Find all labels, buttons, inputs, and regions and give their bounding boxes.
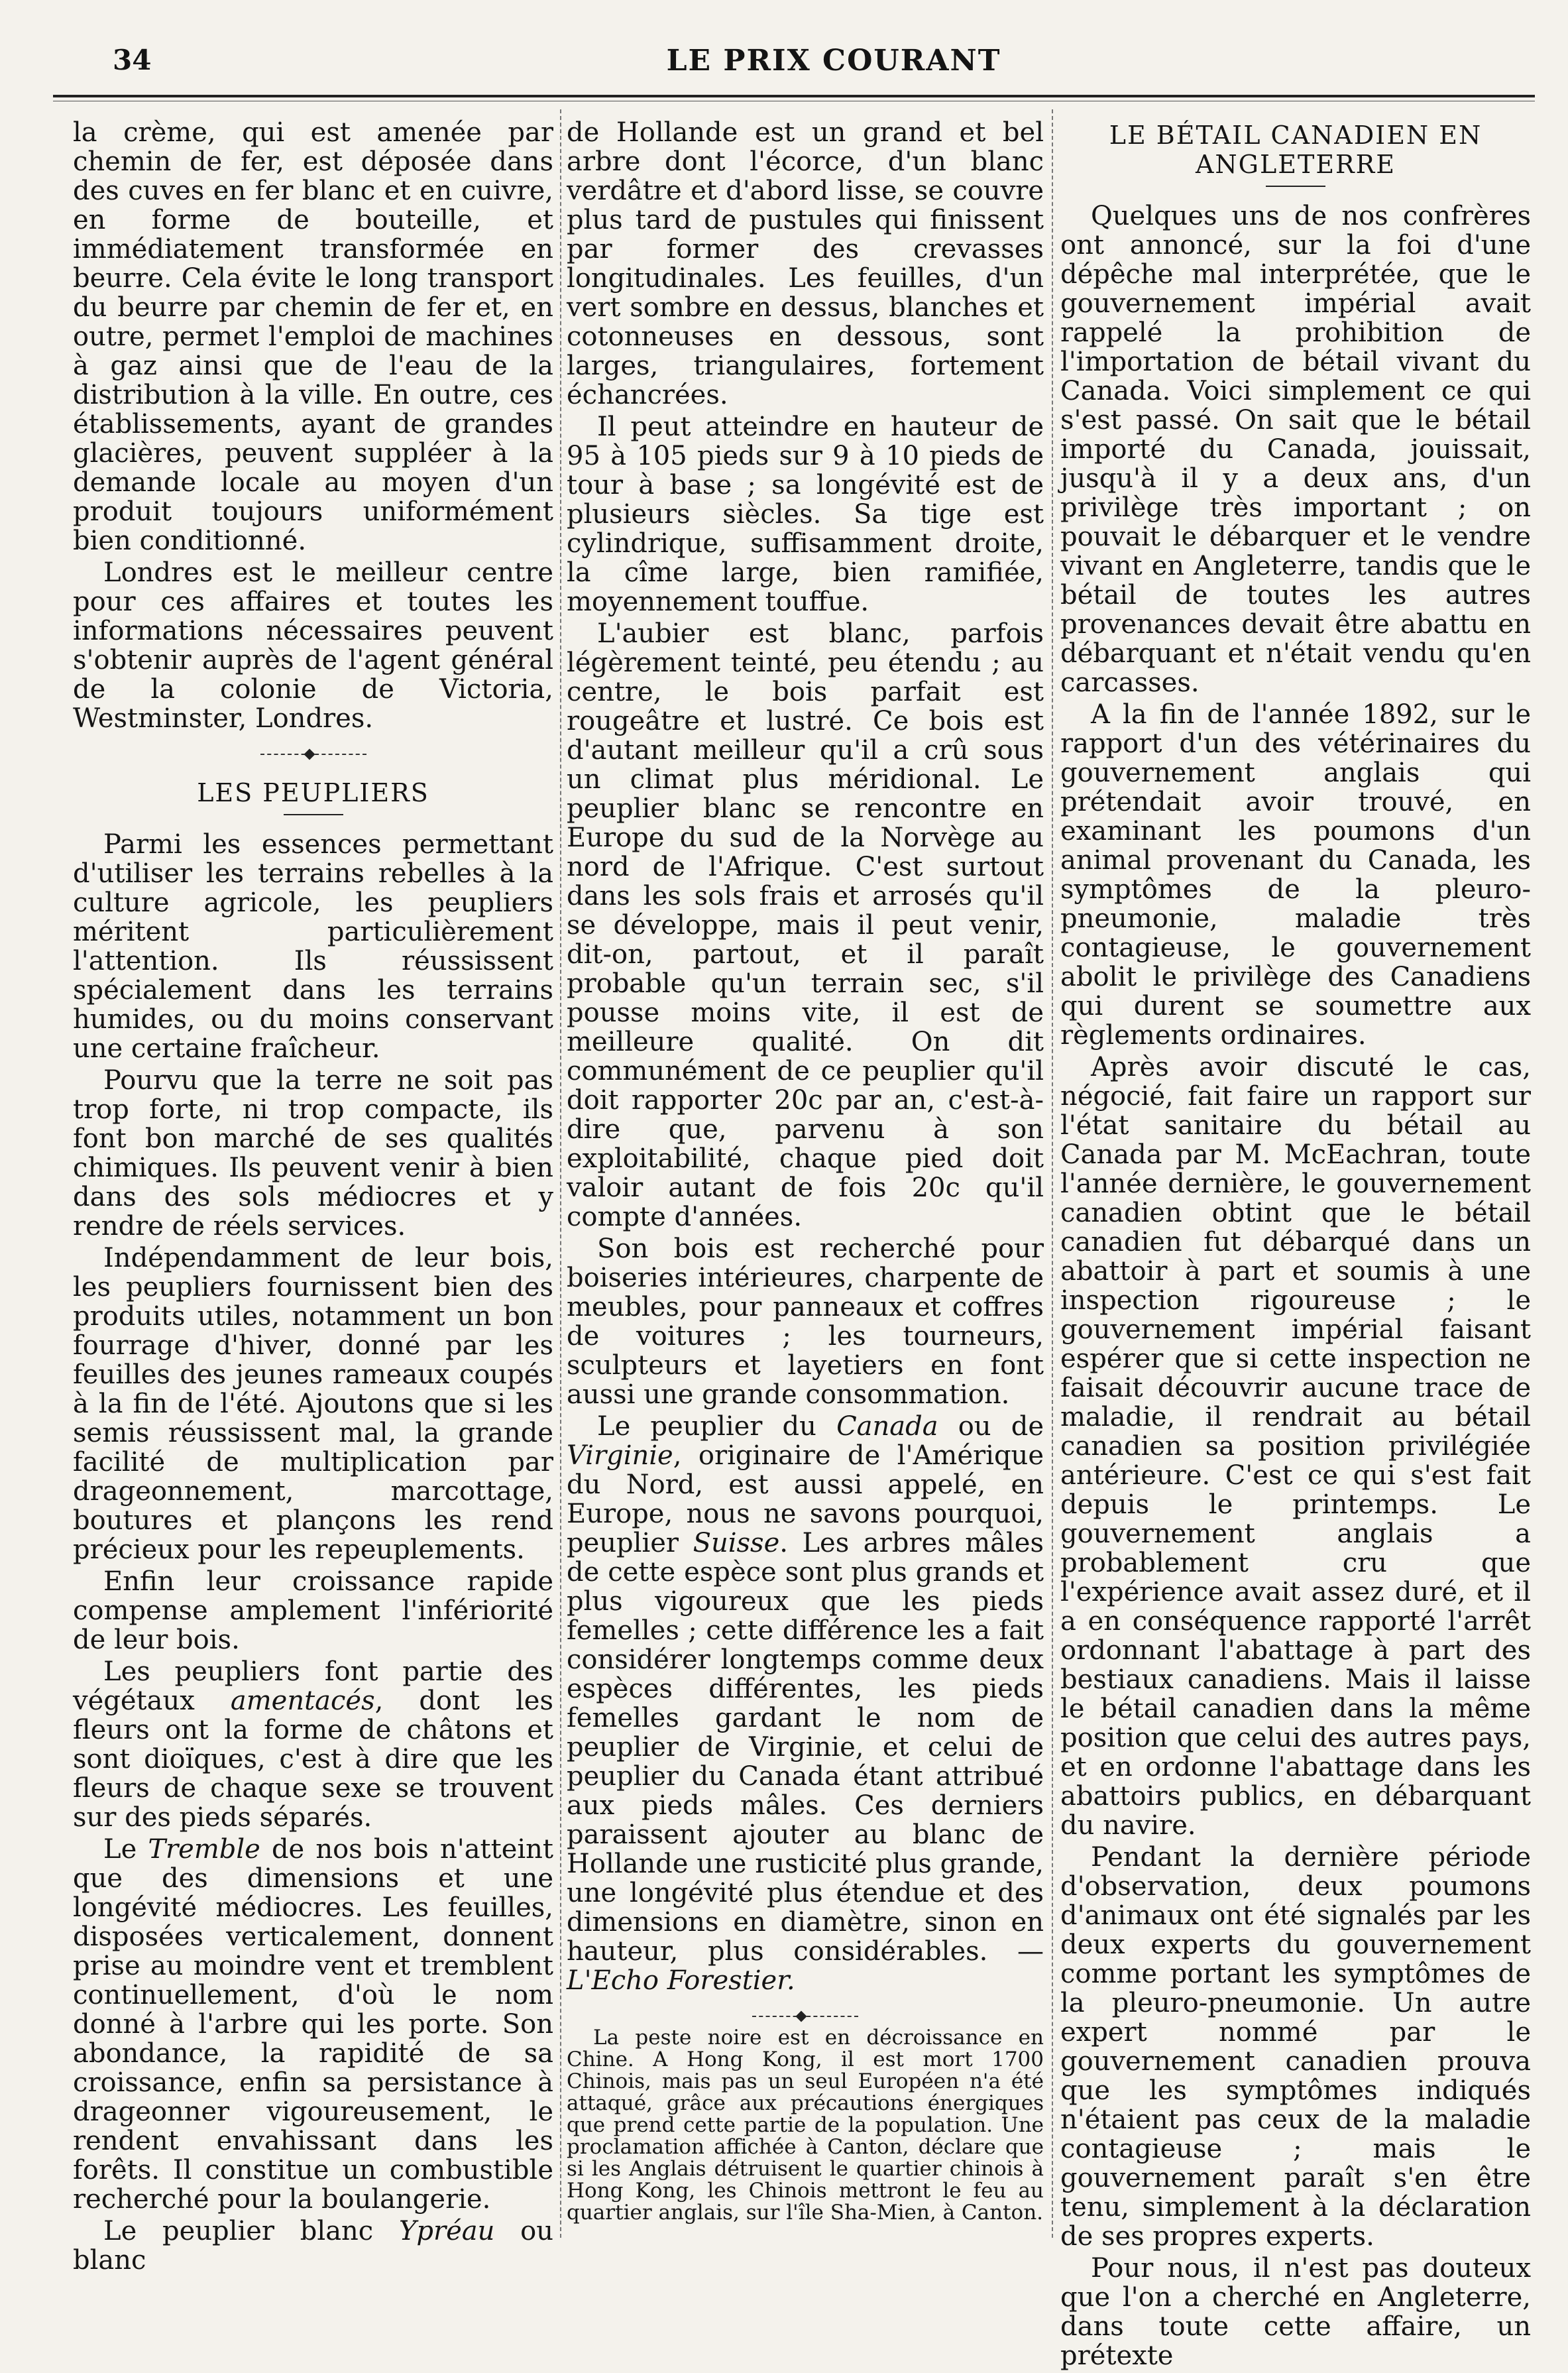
paragraph: La peste noire est en décroissance en Chine. A Hong Kong, il est mort 1700 Chinois, mais pas un seul Européen n'a été attaqué, grâce aux précautions énergiques que prend cette partie de la population. Une proclamation affichée à Canton, déclare que si les Anglais détruisent le quartier chinois à Hong Kong, les Chinois mettront le feu au quartier anglais, sur l'île Sha-Mien, à Canton.: [567, 2026, 1044, 2225]
paragraph: Il peut atteindre en hauteur de 95 à 105 pieds sur 9 à 10 pieds de tour à base ; sa longévité est de plusieurs siècles. Sa tige est cylindrique, suffisamment droite, la cîme large, bien ramifiée, moyennement touffue.: [567, 412, 1044, 617]
paragraph: Londres est le meilleur centre pour ces affaires et toutes les informations nécessaires peuvent s'obtenir auprès de l'agent général de la colonie de Victoria, Westminster, Londres.: [73, 557, 553, 734]
paragraph: Le Tremble de nos bois n'atteint que des dimensions et une longévité médiocres. Les feuilles, disposées verticalement, donnent prise au moindre vent et tremblent continuellement, d'où le nom donné à l'arbre qui les porte. Son abondance, la rapidité de sa croissance, enfin sa persistance à drageonner vigoureusement, le rendent envahissant dans les forêts. Il constitue un combustible recherché pour la boulangerie.: [73, 1834, 554, 2215]
section-title: LE BÉTAIL CANADIEN EN ANGLETERRE: [1109, 121, 1483, 179]
paragraph: Après avoir discuté le cas, négocié, fait faire un rapport sur l'état sanitaire du bétail au Canada par M. McEachran, toute l'année dernière, le gouvernement canadien obtint que le bétail canadien fut débarqué dans un abattoir à part et soumis à une inspection rigoureuse ; le gouvernement impérial faisant espérer que si cette inspection ne faisait découvrir aucune trace de maladie, il rendrait au bétail canadien sa position privilégiée antérieure. C'est ce qui s'est fait depuis le printemps. Le gouvernement anglais a probablement cru que l'expérience avait assez duré, et il a en conséquence rapporté l'arrêt ordonnant l'abattage à part des bestiaux canadiens. Mais il laisse le bétail canadien dans la même position que celui des autres pays, et en ordonne l'abattage dans les abattoirs publics, en débarquant du navire.: [1060, 1052, 1531, 1841]
paragraph: Pour nous, il n'est pas douteux que l'on a cherché en Angleterre, dans toute cette affaire, un prétexte: [1060, 2253, 1531, 2371]
column-3: [1060, 118, 1531, 2373]
paragraph: Les peupliers font partie des végétaux amentacés, dont les fleurs ont la forme de châtons et sont dioïques, c'est à dire que les fleurs de chaque sexe se trouvent sur des pieds séparés.: [73, 1656, 553, 1833]
ornament-divider: [260, 750, 366, 758]
title-rule: [284, 814, 343, 815]
column-1: [73, 118, 553, 2278]
paragraph: L'aubier est blanc, parfois légèrement teinté, peu étendu ; au centre, le bois parfait est rougeâtre et lustré. Ce bois est d'autant meilleur qu'il a crû sous un climat plus méridional. Le peuplier blanc se rencontre en Europe du sud de la Norvège au nord de l'Afrique. C'est surtout dans les sols frais et arrosés qu'il se développe, mais il peut venir, dit-on, partout, et il paraît probable qu'un terrain sec, s'il pousse moins vite, il est de meilleure qualité. On dit communément de ce peuplier qu'il doit rapporter 20c par an, c'est-à-dire que, parvenu à son exploitabilité, chaque pied doit valoir autant de fois 20c qu'il compte d'années.: [567, 618, 1044, 1232]
section-title: LES PEUPLIERS: [197, 778, 429, 807]
paragraph: Pourvu que la terre ne soit pas trop forte, ni trop compacte, ils font bon marché de ses qualités chimiques. Ils peuvent venir à bien dans des sols médiocres et y rendre de réels services.: [73, 1065, 553, 1242]
paragraph: Enfin leur croissance rapide compense amplement l'infériorité de leur bois.: [73, 1566, 553, 1655]
header-rule: [53, 95, 1535, 97]
paragraph: Parmi les essences permettant d'utiliser les terrains rebelles à la culture agricole, les peupliers méritent particulièrement l'attention. Ils réussissent spécialement dans les terrains humides, ou du moins conservant une certaine fraîcheur.: [73, 829, 553, 1064]
page-number: 34: [113, 44, 152, 76]
paragraph: Le peuplier blanc Ypréau ou blanc: [73, 2216, 553, 2276]
paragraph: Indépendamment de leur bois, les peupliers fournissent bien des produits utiles, notamment un bon fourrage d'hiver, donné par les feuilles des jeunes rameaux coupés à la fin de l'été. Ajoutons que si les semis réussissent mal, la grande facilité de multiplication par drageonnement, marcottage, boutures et plançons les rend précieux pour les repeuplements.: [73, 1243, 553, 1565]
paragraph: Son bois est recherché pour boiseries intérieures, charpente de meubles, pour panneaux et coffres de voitures ; les tourneurs, sculpteurs et layetiers en font aussi une grande consommation.: [567, 1234, 1044, 1410]
running-title: LE PRIX COURANT: [666, 44, 1001, 78]
paragraph: Quelques uns de nos confrères ont annoncé, sur la foi d'une dépêche mal interprétée, que le gouvernement impérial avait rappelé la prohibition de l'importation de bétail vivant du Canada. Voici simplement ce qui s'est passé. On sait que le bétail importé du Canada, jouissait, jusqu'à il y a deux ans, d'un privilège très important ; on pouvait le débarquer et le vendre vivant en Angleterre, tandis que le bétail de toutes les autres provenances devait être abattu en débarquant et n'était vendu qu'en carcasses.: [1060, 201, 1531, 698]
column-divider: [560, 109, 561, 2238]
news-brief: [567, 2027, 1044, 2224]
paragraph: la crème, qui est amenée par chemin de fer, est déposée dans des cuves en fer blanc et en cuivre, en forme de bouteille, et immédiatement transformée en beurre. Cela évite le long transport du beurre par chemin de fer et, en outre, permet l'emploi de machines à gaz ainsi que de l'eau de la distribution à la ville. En outre, ces établissements, ayant de grandes glacières, peuvent suppléer à la demande locale au moyen d'un produit toujours uniformément bien conditionné.: [73, 117, 553, 556]
column-divider: [1052, 109, 1053, 2238]
paragraph: de Hollande est un grand et bel arbre dont l'écorce, d'un blanc verdâtre et d'abord lisse, se couvre plus tard de pustules qui finissent par former des crevasses longitudinales. Les feuilles, d'un vert sombre en dessus, blanches et cotonneuses en dessous, sont larges, triangulaires, fortement échancrées.: [567, 117, 1044, 410]
ornament-divider: [752, 2012, 858, 2020]
title-rule: [1266, 186, 1325, 187]
paragraph: Le peuplier du Canada ou de Virginie, originaire de l'Amérique du Nord, est aussi appelé, en Europe, nous ne savons pourquoi, peuplier Suisse. Les arbres mâles de cette espèce sont plus grands et plus vigoureux que les pieds femelles ; cette différence les a fait considérer longtemps comme deux espèces différentes, les pieds femelles gardant le nom de peuplier de Virginie, et celui de peuplier du Canada étant attribué aux pieds mâles. Ces derniers paraissent ajouter au blanc de Hollande une rusticité plus grande, une longévité plus étendue et des dimensions en diamètre, sinon en hauteur, plus considérables. — L'Echo Forestier.: [567, 1411, 1044, 1996]
paragraph: A la fin de l'année 1892, sur le rapport d'un des vétérinaires du gouvernement anglais qui prétendait avoir trouvé, en examinant les poumons d'un animal provenant du Canada, les symptômes de la pleuro-pneumonie, maladie très contagieuse, le gouvernement abolit le privilège des Canadiens qui durent se soumettre aux règlements ordinaires.: [1060, 699, 1531, 1051]
paragraph: Pendant la dernière période d'observation, deux poumons d'animaux ont été signalés par les deux experts du gouvernement comme portant les symptômes de la pleuro-pneumonie. Un autre expert nommé par le gouvernement canadien prouva que les symptômes indiqués n'étaient pas ceux de la maladie contagieuse ; mais le gouvernement paraît s'en être tenu, simplement à la déclaration de ses propres experts.: [1060, 1842, 1531, 2252]
column-2: [567, 118, 1044, 2227]
page-header: [99, 38, 1528, 85]
